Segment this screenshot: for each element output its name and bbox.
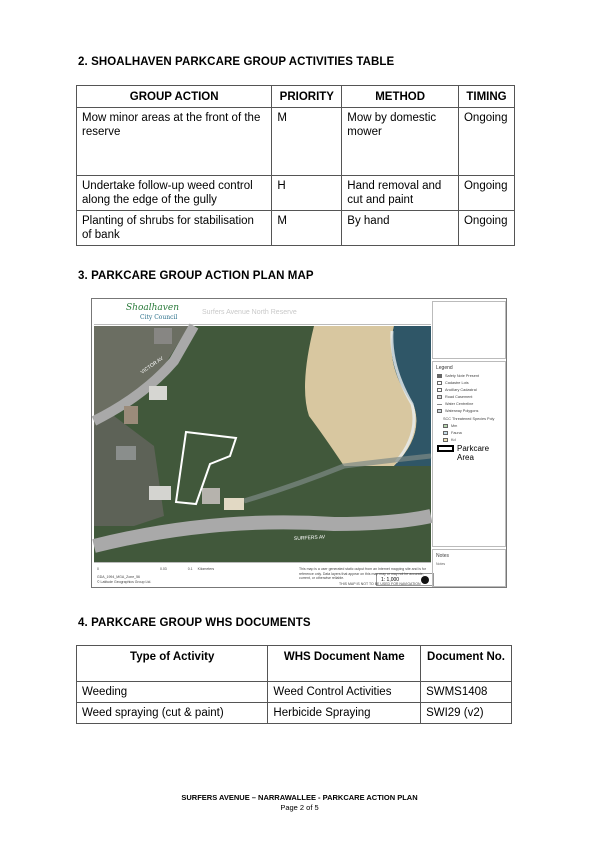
- parkcare-label: Parkcare Area: [457, 444, 490, 462]
- notes-text: Notes: [436, 562, 446, 566]
- table-cell: H: [272, 176, 342, 211]
- house: [202, 488, 220, 504]
- table-header-row: [77, 86, 515, 108]
- table-cell: Ongoing: [458, 108, 514, 176]
- legend-parkcare: [437, 444, 491, 462]
- house: [224, 498, 244, 510]
- column-header: Type of Activity: [77, 646, 268, 682]
- house: [149, 486, 171, 500]
- table-row: [77, 108, 515, 176]
- legend-item: Kd: [443, 438, 456, 442]
- house: [124, 406, 138, 424]
- scale-unit: Kilometers: [197, 567, 215, 571]
- table-cell: Mow minor areas at the front of the reserve: [77, 108, 272, 176]
- legend-box: [432, 361, 506, 547]
- table-cell: Ongoing: [458, 211, 514, 246]
- section-3-heading: 3. PARKCARE GROUP ACTION PLAN MAP: [78, 270, 314, 282]
- legend-item: Waterway Polygons: [437, 409, 478, 413]
- scale-tick: 0: [97, 567, 99, 571]
- scale-text: 1: 1,000: [381, 577, 400, 583]
- logo-sub: City Council: [140, 314, 178, 321]
- house: [116, 446, 136, 460]
- table-cell: SWMS1408: [421, 682, 512, 703]
- disclaimer-text: This map is a user generated static output from an Internet mapping site and is for reference only. Data layers that appear on this map may or may not be accurate, current, or otherwise reliable.: [299, 567, 427, 580]
- table-cell: Herbicide Spraying: [268, 703, 421, 724]
- map-header: [94, 301, 431, 325]
- house: [149, 386, 167, 400]
- side-top-box: [432, 301, 506, 359]
- legend-item: Ancillary Cadastral: [437, 388, 477, 392]
- notes-box: [432, 549, 506, 587]
- house: [154, 328, 172, 344]
- copyright-text: © Latitude Geographics Group Ltd.: [97, 580, 152, 584]
- table-cell: By hand: [342, 211, 459, 246]
- road-label-victor: VICTOR AV: [139, 355, 165, 376]
- legend-item: Safety Note Present: [437, 374, 479, 378]
- section-4-heading: 4. PARKCARE GROUP WHS DOCUMENTS: [78, 617, 311, 629]
- table-cell: Weed spraying (cut & paint): [77, 703, 268, 724]
- table-cell: M: [272, 108, 342, 176]
- disclaimer-nav-text: THIS MAP IS NOT TO BE USED FOR NAVIGATION: [339, 582, 421, 586]
- column-header: TIMING: [458, 86, 514, 108]
- road-label-surfers: SURFERS AV: [293, 534, 326, 542]
- table-cell: M: [272, 211, 342, 246]
- table-cell: Planting of shrubs for stabilisation of bank: [77, 211, 272, 246]
- scale-tick: 0.03: [159, 567, 167, 571]
- whs-documents-table: [76, 645, 512, 724]
- table-row: [77, 176, 515, 211]
- table-row: [77, 703, 512, 724]
- map-side-panel: [432, 301, 506, 587]
- aerial-svg: [94, 326, 431, 562]
- table-cell: Weeding: [77, 682, 268, 703]
- legend-item: Fauna: [443, 431, 462, 435]
- footer-scale-bar: [97, 567, 214, 571]
- parkcare-swatch: [437, 445, 454, 452]
- table-cell: Weed Control Activities: [268, 682, 421, 703]
- notes-title: Notes: [436, 553, 450, 559]
- legend-title: Legend: [436, 365, 453, 371]
- council-logo: [126, 304, 179, 322]
- scale-tick: 0.1: [187, 567, 193, 571]
- table-row: [77, 211, 515, 246]
- action-plan-map: [91, 298, 507, 588]
- column-header: PRIORITY: [272, 86, 342, 108]
- legend-item: Water Centreline: [437, 402, 473, 406]
- table-row: [77, 682, 512, 703]
- legend-item: Mm: [443, 424, 457, 428]
- table-cell: SWI29 (v2): [421, 703, 512, 724]
- table-cell: Undertake follow-up weed control along the edge of the gully: [77, 176, 272, 211]
- legend-item: Cadastre Lots: [437, 381, 469, 385]
- table-cell: Hand removal and cut and paint: [342, 176, 459, 211]
- table-cell: Ongoing: [458, 176, 514, 211]
- legend-item: Road Casement: [437, 395, 472, 399]
- map-footer: [94, 562, 431, 587]
- projection-text: GDA_1994_MGA_Zone_56: [97, 575, 140, 579]
- legend-item: SCC Threatened Species Poly: [443, 417, 495, 421]
- footer-title: SURFERS AVENUE – NARRAWALLEE - PARKCARE ACTION PLAN: [181, 793, 418, 802]
- column-header: WHS Document Name: [268, 646, 421, 682]
- page-number: Page 2 of 5: [280, 803, 319, 812]
- column-header: Document No.: [421, 646, 512, 682]
- activities-table: [76, 85, 515, 246]
- logo-main: Shoalhaven: [126, 303, 179, 313]
- column-header: METHOD: [342, 86, 459, 108]
- map-title: Surfers Avenue North Reserve: [202, 309, 297, 316]
- section-2-heading: 2. SHOALHAVEN PARKCARE GROUP ACTIVITIES TABLE: [78, 56, 395, 68]
- table-header-row: [77, 646, 512, 682]
- table-cell: Mow by domestic mower: [342, 108, 459, 176]
- column-header: GROUP ACTION: [77, 86, 272, 108]
